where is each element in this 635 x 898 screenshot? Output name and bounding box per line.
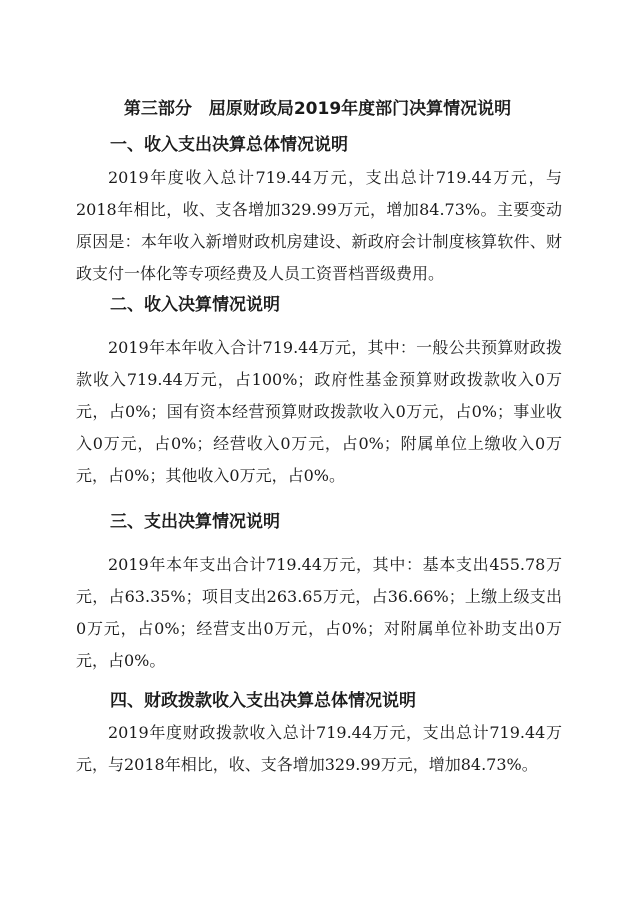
- section-heading-1: 一、收入支出决算总体情况说明: [110, 135, 348, 155]
- section-paragraph-3: 2019年本年支出合计719.44万元，其中：基本支出455.78万元，占63.35%；项目支出263.65万元，占36.66%；上缴上级支出0万元，占0%；经营支出0万元，占0%；对附属单位补助支出0万元，占0%。: [76, 555, 562, 670]
- section-heading-3: 三、支出决算情况说明: [110, 512, 280, 532]
- section-paragraph-2: 2019年本年收入合计719.44万元，其中：一般公共预算财政拨款收入719.44万元，占100%；政府性基金预算财政拨款收入0万元，占0%；国有资本经营预算财政拨款收入0万元，占0%；事业收入0万元，占0%；经营收入0万元，占0%；附属单位上缴收入0万元，占0%；其他收入0万元，占0%。: [76, 338, 562, 485]
- section-paragraph-4: 2019年度财政拨款收入总计719.44万元，支出总计719.44万元，与2018年相比，收、支各增加329.99万元，增加84.73%。: [76, 723, 562, 774]
- section-heading-4: 四、财政拨款收入支出决算总体情况说明: [110, 691, 416, 711]
- page-title: 第三部分 屈原财政局2019年度部门决算情况说明: [123, 99, 512, 119]
- section-paragraph-1: 2019年度收入总计719.44万元，支出总计719.44万元，与2018年相比，收、支各增加329.99万元，增加84.73%。主要变动原因是：本年收入新增财政机房建设、新政府会计制度核算软件、财政支付一体化等专项经费及人员工资晋档晋级费用。: [76, 168, 562, 283]
- section-heading-2: 二、收入决算情况说明: [110, 295, 280, 315]
